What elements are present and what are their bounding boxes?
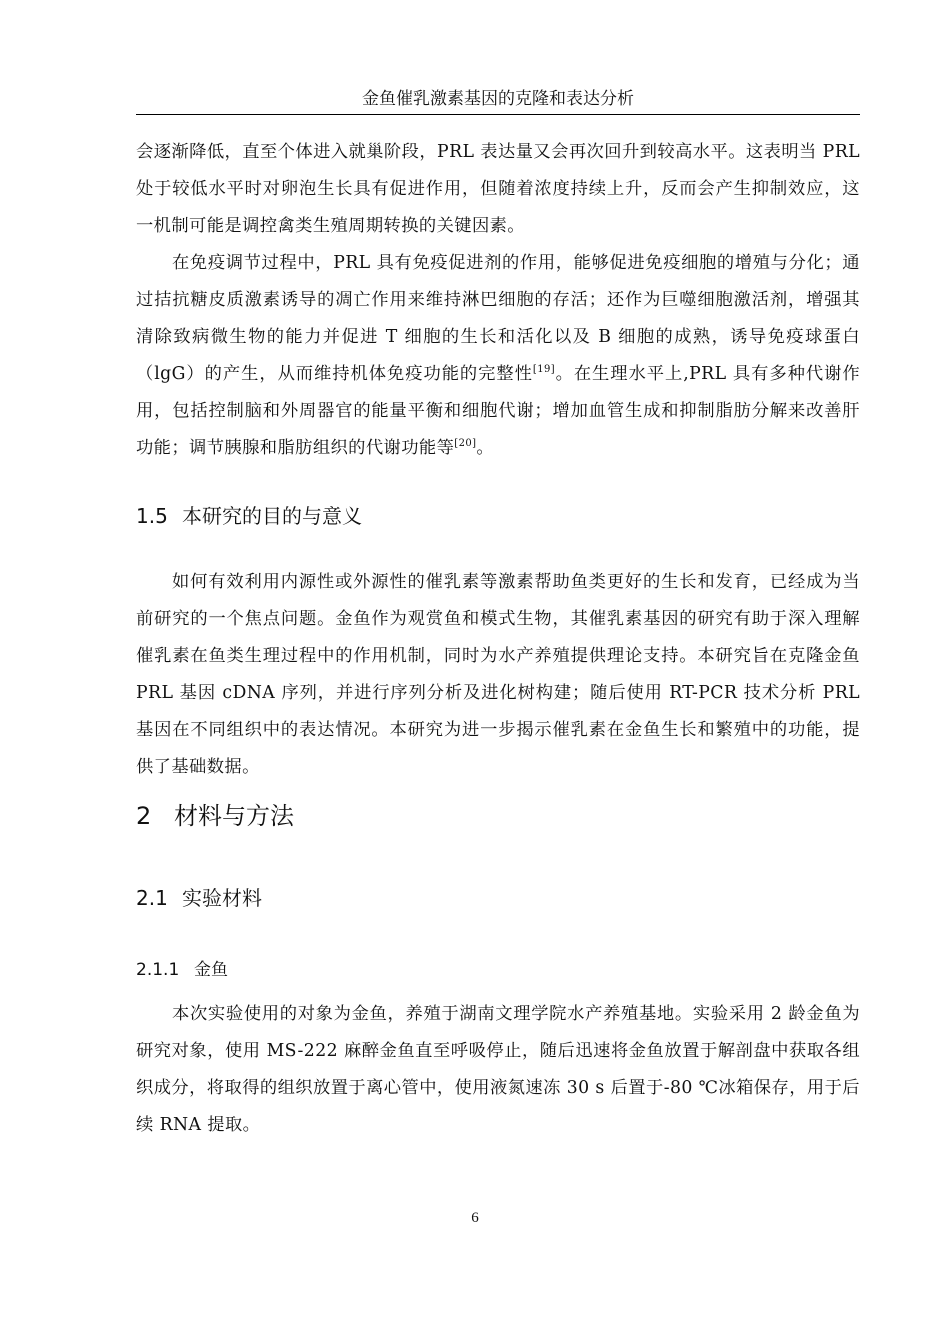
- running-header: [136, 86, 860, 115]
- section-title: 实验材料: [182, 886, 262, 910]
- paragraph-prl-immune: [136, 245, 860, 467]
- chapter-number: 2: [136, 802, 152, 830]
- section-number: 2.1: [136, 886, 168, 910]
- page-content: [136, 134, 860, 1144]
- citation-19[interactable]: [19]: [532, 364, 556, 375]
- subsection-heading-2-1-1: [136, 958, 860, 982]
- subsection-title: 金鱼: [194, 960, 228, 980]
- section-number: 1.5: [136, 504, 168, 528]
- section-heading-2-1: [136, 884, 860, 912]
- paragraph-text: 。在生理水平上,PRL 具有多种代谢作用，包括控制脑和外周器官的能量平衡和细胞代谢；增加血管生成和抑制脂肪分解来改善肝功能；调节胰腺和脂肪组织的代谢功能等: [136, 364, 860, 458]
- paragraph-text: 。: [476, 438, 495, 458]
- paragraph-text: 在免疫调节过程中，PRL 具有免疫促进剂的作用，能够促进免疫细胞的增殖与分化；通过拮抗糖皮质激素诱导的凋亡作用来维持淋巴细胞的存活；还作为巨噬细胞激活剂，增强其清除致病微生物的能力并促进 T 细胞的生长和活化以及 B 细胞的成熟，诱导免疫球蛋白（lgG）的产生，从而维持机体免疫功能的完整性: [136, 253, 860, 384]
- citation-20[interactable]: [20]: [454, 438, 477, 449]
- chapter-heading-2: [136, 800, 860, 832]
- section-title: 本研究的目的与意义: [182, 504, 362, 528]
- running-title: 金鱼催乳激素基因的克隆和表达分析: [362, 89, 634, 109]
- paragraph-goldfish-materials: 本次实验使用的对象为金鱼，养殖于湖南文理学院水产养殖基地。实验采用 2 龄金鱼为研究对象，使用 MS-222 麻醉金鱼直至呼吸停止，随后迅速将金鱼放置于解剖盘中获取各组织成分，将取得的组织放置于离心管中，使用液氮速冻 30 s 后置于-80 ℃冰箱保存，用于后续 RNA 提取。: [136, 1004, 860, 1135]
- paragraph-research-purpose: 如何有效利用内源性或外源性的催乳素等激素帮助鱼类更好的生长和发育，已经成为当前研究的一个焦点问题。金鱼作为观赏鱼和模式生物，其催乳素基因的研究有助于深入理解催乳素在鱼类生理过程中的作用机制，同时为水产养殖提供理论支持。本研究旨在克隆金鱼 PRL 基因 cDNA 序列，并进行序列分析及进化树构建；随后使用 RT-PCR 技术分析 PRL 基因在不同组织中的表达情况。本研究为进一步揭示催乳素在金鱼生长和繁殖中的功能，提供了基础数据。: [136, 572, 860, 777]
- paragraph-prl-reproduction: 会逐渐降低，直至个体进入就巢阶段，PRL 表达量又会再次回升到较高水平。这表明当 PRL 处于较低水平时对卵泡生长具有促进作用，但随着浓度持续上升，反而会产生抑制效应，这一机制可能是调控禽类生殖周期转换的关键因素。: [136, 142, 860, 236]
- page-number: 6: [471, 1210, 479, 1226]
- section-heading-1-5: [136, 502, 860, 530]
- chapter-title: 材料与方法: [174, 802, 294, 830]
- subsection-number: 2.1.1: [136, 960, 180, 980]
